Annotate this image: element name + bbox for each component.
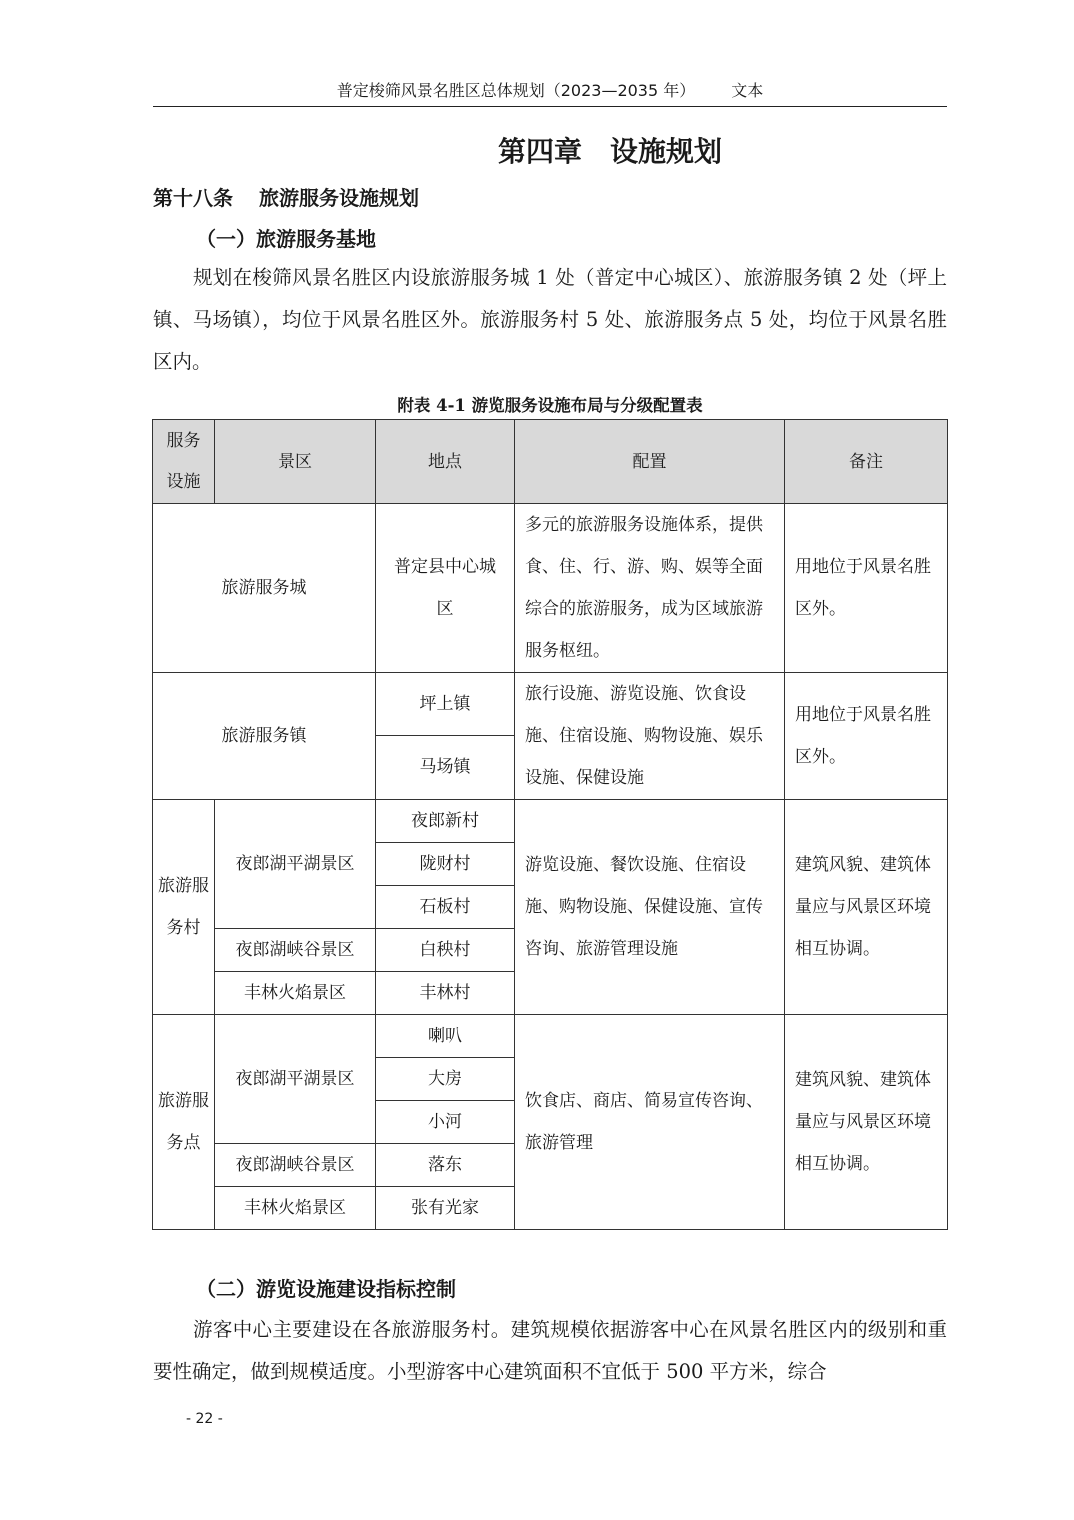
table-row-point-1 [153, 1015, 948, 1058]
table-row-city [153, 504, 948, 673]
header-doc-type: 文本 [731, 81, 764, 100]
village-location-5: 丰林村 [376, 972, 515, 1015]
point-area-1: 夜郎湖平湖景区 [215, 1015, 376, 1144]
town-name: 旅游服务镇 [153, 673, 376, 800]
village-area-1: 夜郎湖平湖景区 [215, 800, 376, 929]
header-facility: 服务设施 [153, 420, 215, 504]
village-name: 旅游服务村 [153, 800, 215, 1015]
city-config: 多元的旅游服务设施体系，提供食、住、行、游、购、娱等全面综合的旅游服务，成为区域旅游服务枢纽。 [515, 504, 785, 673]
town-location-1: 坪上镇 [376, 673, 515, 736]
village-location-4: 白秧村 [376, 929, 515, 972]
point-location-4: 落东 [376, 1144, 515, 1187]
chapter-title: 第四章 设施规划 [497, 135, 722, 168]
table-header-row [153, 420, 948, 504]
section1-paragraph: 规划在梭筛风景名胜区内设旅游服务城 1 处（普定中心城区）、旅游服务镇 2 处（坪上镇、马场镇），均位于风景名胜区外。旅游服务村 5 处、旅游服务点 5 处，均位于风景名胜区内。 [153, 266, 947, 373]
page-number: - 22 - [186, 1411, 223, 1427]
header-config: 配置 [515, 420, 785, 504]
village-note: 建筑风貌、建筑体量应与风景区环境相互协调。 [785, 800, 948, 1015]
section2-heading: （二）游览设施建设指标控制 [196, 1277, 456, 1301]
article-heading [153, 182, 419, 211]
point-location-2: 大房 [376, 1058, 515, 1101]
header-note: 备注 [785, 420, 948, 504]
city-location: 普定县中心城区 [376, 504, 515, 673]
table-caption: 附表 4-1 游览服务设施布局与分级配置表 [397, 396, 703, 415]
article-number: 第十八条 [153, 186, 233, 210]
running-header [153, 78, 947, 107]
point-location-5: 张有光家 [376, 1187, 515, 1230]
article-title: 旅游服务设施规划 [259, 186, 419, 210]
point-name: 旅游服务点 [153, 1015, 215, 1230]
header-scenic-area: 景区 [215, 420, 376, 504]
table-row-town-1 [153, 673, 948, 736]
city-note: 用地位于风景名胜区外。 [785, 504, 948, 673]
header-title: 普定梭筛风景名胜区总体规划（2023—2035 年） [336, 81, 696, 100]
point-note: 建筑风貌、建筑体量应与风景区环境相互协调。 [785, 1015, 948, 1230]
village-area-3: 丰林火焰景区 [215, 972, 376, 1015]
header-location: 地点 [376, 420, 515, 504]
facility-table [152, 419, 948, 1230]
section1-heading: （一）旅游服务基地 [196, 227, 376, 251]
town-note: 用地位于风景名胜区外。 [785, 673, 948, 800]
point-area-2: 夜郎湖峡谷景区 [215, 1144, 376, 1187]
city-name: 旅游服务城 [153, 504, 376, 673]
point-location-3: 小河 [376, 1101, 515, 1144]
point-area-3: 丰林火焰景区 [215, 1187, 376, 1230]
table-row-village-1 [153, 800, 948, 843]
village-area-2: 夜郎湖峡谷景区 [215, 929, 376, 972]
point-location-1: 喇叭 [376, 1015, 515, 1058]
town-config: 旅行设施、游览设施、饮食设施、住宿设施、购物设施、娱乐设施、保健设施 [515, 673, 785, 800]
town-location-2: 马场镇 [376, 735, 515, 799]
point-config: 饮食店、商店、简易宣传咨询、旅游管理 [515, 1015, 785, 1230]
village-location-3: 石板村 [376, 886, 515, 929]
village-location-1: 夜郎新村 [376, 800, 515, 843]
section2-paragraph: 游客中心主要建设在各旅游服务村。建筑规模依据游客中心在风景名胜区内的级别和重要性确定，做到规模适度。小型游客中心建筑面积不宜低于 500 平方米，综合 [153, 1318, 947, 1383]
village-location-2: 陇财村 [376, 843, 515, 886]
village-config: 游览设施、餐饮设施、住宿设施、购物设施、保健设施、宣传咨询、旅游管理设施 [515, 800, 785, 1015]
